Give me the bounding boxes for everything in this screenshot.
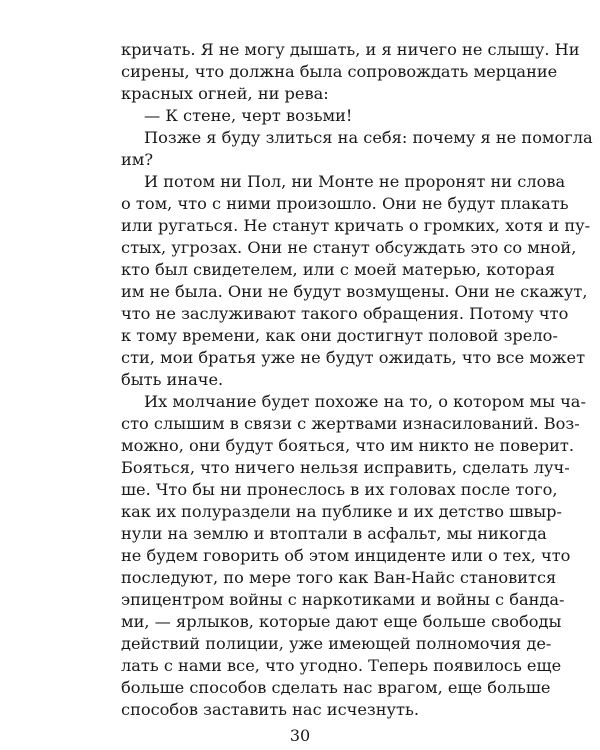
text-line: можно, они будут бояться, что им никто не поверит.: [121, 436, 575, 455]
text-line: кричать. Я не могу дышать, и я ничего не слышу. Ни: [121, 40, 580, 59]
text-line: сто слышим в связи с жертвами изнасилований. Воз-: [121, 414, 580, 433]
text-line: эпицентром войны с наркотиками и войны с банда-: [121, 590, 565, 609]
text-line: кто был свидетелем, или с моей матерью, которая: [121, 260, 556, 279]
text-line: способов заставить нас исчезнуть.: [121, 700, 419, 719]
text-line: ше. Что бы ни пронеслось в их головах после того,: [121, 480, 558, 499]
text-line: последуют, по мере того как Ван-Найс становится: [121, 568, 557, 587]
text-line: Их молчание будет похоже на то, о котором мы ча-: [144, 392, 586, 411]
text-line: ми, — ярлыков, которые дают еще больше свободы: [121, 612, 562, 631]
text-line: к тому времени, как они достигнут половой зрело-: [121, 326, 558, 345]
text-line: И потом ни Пол, ни Монте не проронят ни слова: [144, 172, 566, 191]
text-line: быть иначе.: [121, 370, 224, 389]
text-line: Позже я буду злиться на себя: почему я не помогла: [144, 128, 593, 147]
text-line: лать с нами все, что угодно. Теперь появилось еще: [121, 656, 562, 675]
text-line: больше способов сделать нас врагом, еще больше: [121, 678, 551, 697]
text-line: им не была. Они не будут возмущены. Они не скажут,: [121, 282, 588, 301]
dialogue-line: — К стене, черт возьми!: [144, 106, 353, 125]
text-line: красных огней, ни рева:: [121, 84, 329, 103]
text-line: или ругаться. Не станут кричать о громких, хотя и пу-: [121, 216, 591, 235]
text-line: сирены, что должна была сопровождать мерцание: [121, 62, 558, 81]
text-line: действий полиции, уже имеющей полномочия де-: [121, 634, 552, 653]
text-line: сти, мои братья уже не будут ожидать, что все может: [121, 348, 586, 367]
text-line: нули на землю и втоптали в асфальт, мы никогда: [121, 524, 547, 543]
text-line: как их полураздели на публике и их детство швыр-: [121, 502, 563, 521]
text-line: не будем говорить об этом инциденте или о тех, что: [121, 546, 571, 565]
text-line: что не заслуживают такого обращения. Потому что: [121, 304, 569, 323]
text-line: им?: [121, 150, 154, 169]
page-number: 30: [289, 726, 311, 745]
text-line: Бояться, что ничего нельзя исправить, сделать луч-: [121, 458, 570, 477]
text-line: о том, что с ними произошло. Они не будут плакать: [121, 194, 569, 213]
text-line: стых, угрозах. Они не станут обсуждать это со мной,: [121, 238, 577, 257]
